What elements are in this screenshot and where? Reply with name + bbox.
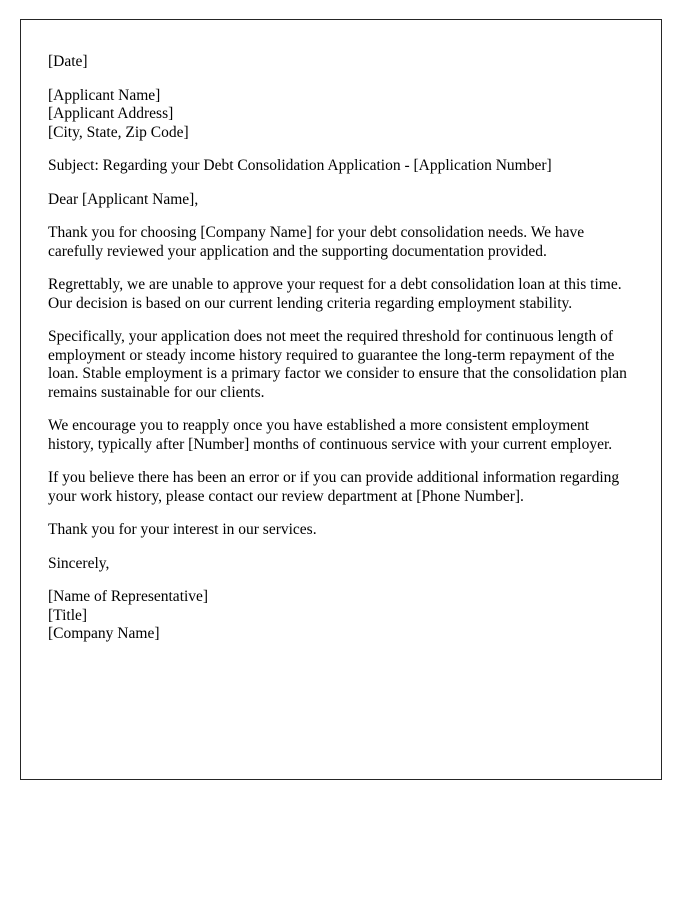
paragraph-reapply-encouragement [48, 417, 633, 454]
paragraph-text: If you believe there has been an error or if you can provide additional information regarding your work history, please contact our review department at [Phone Number]. [48, 469, 620, 505]
salutation-text: Dear [Applicant Name], [48, 190, 199, 208]
signoff-text: Sincerely, [48, 554, 110, 572]
applicant-name-placeholder: [Applicant Name] [48, 86, 161, 104]
applicant-address-placeholder: [Applicant Address] [48, 105, 174, 122]
paragraph-text: Regrettably, we are unable to approve your request for a debt consolidation loan at this time. Our decision is based on our current lending criteria regarding employment stability. [48, 276, 622, 312]
city-state-zip-placeholder: [City, State, Zip Code] [48, 123, 189, 141]
salutation [48, 191, 633, 210]
paragraph-specific-reason [48, 328, 633, 402]
letter-body [21, 20, 661, 644]
recipient-address-block [48, 87, 633, 143]
company-name-placeholder: [Company Name] [48, 625, 160, 642]
representative-title-placeholder: [Title] [48, 606, 88, 624]
date-line [48, 53, 633, 72]
subject-line [48, 157, 633, 176]
paragraph-text: Specifically, your application does not meet the required threshold for continuous length of employment or steady income history required to guarantee the long-term repayment of the loan. Stable employment is a primary factor we consider to ensure that the consolidation plan remains sustainable for our clients. [48, 328, 627, 401]
letter-frame [20, 19, 662, 780]
signoff-line [48, 555, 633, 574]
representative-name-placeholder: [Name of Representative] [48, 588, 209, 605]
closing-thanks-line [48, 521, 633, 540]
paragraph-text: We encourage you to reapply once you have established a more consistent employment history, typically after [Number] months of continuous service with your current employer. [48, 417, 613, 453]
paragraph-regret-decision [48, 276, 633, 313]
paragraph-text: Thank you for choosing [Company Name] for your debt consolidation needs. We have carefully reviewed your application and the supporting documentation provided. [48, 224, 585, 260]
paragraph-error-contact [48, 469, 633, 506]
paragraph-thank-you-choosing [48, 224, 633, 261]
closing-thanks-text: Thank you for your interest in our services. [48, 521, 317, 538]
subject-text: Subject: Regarding your Debt Consolidation Application - [Application Number] [48, 157, 552, 174]
date-placeholder: [Date] [48, 53, 88, 70]
signature-block [48, 588, 633, 644]
